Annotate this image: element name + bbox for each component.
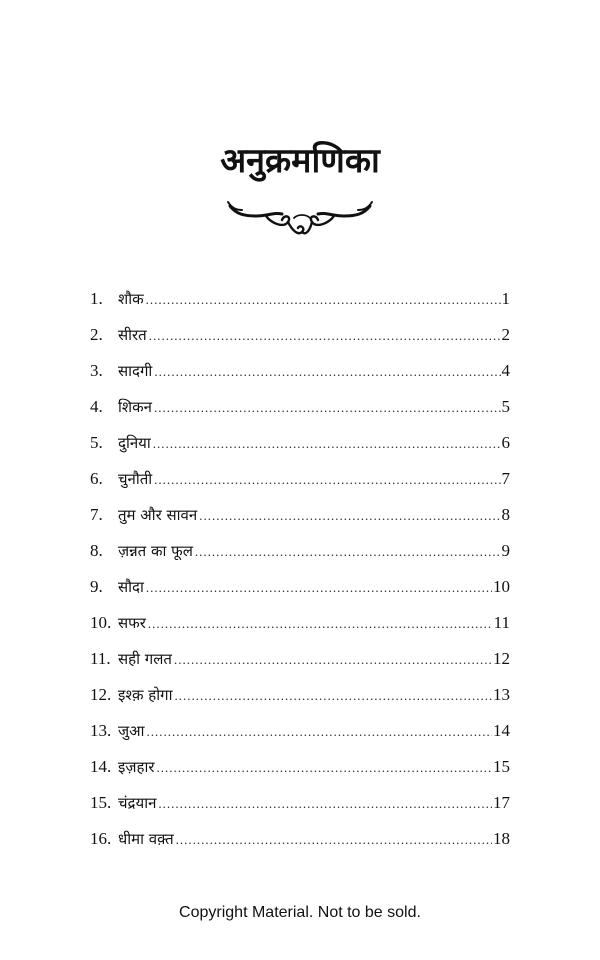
toc-entry[interactable] [90,286,510,322]
toc-entry-number: 5. [90,433,103,452]
toc-entry-title: शिकन [118,398,152,416]
toc-entry-title: चंद्रयान [118,794,157,812]
toc-entry[interactable] [90,538,510,574]
toc-entry-page-number: 5 [501,397,510,416]
toc-entry-title: सफर [118,614,146,632]
toc-entry-page-number: 13 [493,685,510,704]
toc-dot-leader [156,755,492,781]
toc-dot-leader [153,431,501,457]
toc-entry[interactable] [90,574,510,610]
toc-dot-leader [154,467,500,493]
toc-entry-page-number: 15 [493,757,510,776]
toc-dot-leader [146,287,501,313]
toc-entry-title: तुम और सावन [118,506,198,524]
toc-dot-leader [199,503,500,529]
toc-entry-number: 15. [90,793,112,812]
toc-entry-number: 12. [90,685,112,704]
toc-entry-title: सादगी [118,362,153,380]
toc-dot-leader [146,575,492,601]
toc-entry-page-number: 17 [493,793,510,812]
toc-entry-page-number: 10 [493,577,510,596]
toc-dot-leader [154,359,500,385]
toc-entry-page-number: 12 [493,649,510,668]
toc-entry-number: 7. [90,505,103,524]
toc-entry-page-number: 14 [493,721,510,740]
toc-dot-leader [154,395,501,421]
toc-entry[interactable] [90,790,510,826]
toc-entry-number: 1. [90,289,103,308]
toc-entry-title: सौदा [118,578,144,596]
page-title: अनुक्रमणिका [220,141,380,181]
toc-entry-page-number: 6 [501,433,510,452]
toc-entry-title: इश्क़ होगा [118,686,173,704]
toc-entry-page-number: 11 [493,613,510,632]
toc-entry[interactable] [90,682,510,718]
toc-entry-title: जुआ [118,722,145,740]
toc-entry[interactable] [90,610,510,646]
toc-entry-page-number: 18 [493,829,510,848]
toc-entry[interactable] [90,826,510,862]
toc-entry-title: सही गलत [118,650,172,668]
toc-entry-title: सीरत [118,326,147,344]
toc-entry[interactable] [90,718,510,754]
toc-entry[interactable] [90,646,510,682]
toc-entry[interactable] [90,430,510,466]
toc-entry[interactable] [90,394,510,430]
toc-dot-leader [148,611,493,637]
toc-entry-title: शौक [118,290,144,308]
toc-dot-leader [146,719,492,745]
toc-entry-title: दुनिया [118,434,151,452]
toc-entry-number: 3. [90,361,103,380]
toc-entry-number: 10. [90,613,112,632]
table-of-contents [90,286,510,862]
toc-dot-leader [174,683,492,709]
toc-dot-leader [176,827,492,853]
toc-entry[interactable] [90,754,510,790]
toc-entry-title: चुनौती [118,470,153,488]
copyright-notice: Copyright Material. Not to be sold. [179,904,421,921]
toc-entry-number: 4. [90,397,103,416]
toc-entry-title: धीमा वक़्त [118,830,174,848]
toc-dot-leader [174,647,492,673]
toc-entry-number: 16. [90,829,112,848]
toc-entry-number: 6. [90,469,103,488]
toc-entry-number: 8. [90,541,103,560]
toc-entry-page-number: 4 [501,361,510,380]
toc-entry-title: ज़न्नत का फूल [118,542,193,560]
toc-entry[interactable] [90,358,510,394]
toc-entry-number: 13. [90,721,112,740]
toc-dot-leader [149,323,501,349]
toc-entry-number: 2. [90,325,103,344]
toc-entry-page-number: 7 [501,469,510,488]
toc-entry-title: इज़हार [118,758,155,776]
toc-entry-number: 9. [90,577,103,596]
toc-dot-leader [195,539,501,565]
toc-entry[interactable] [90,322,510,358]
toc-entry-page-number: 8 [501,505,510,524]
toc-entry-page-number: 9 [501,541,510,560]
toc-entry-page-number: 2 [501,325,510,344]
toc-entry-page-number: 1 [501,289,510,308]
toc-dot-leader [158,791,492,817]
toc-entry[interactable] [90,502,510,538]
toc-entry[interactable] [90,466,510,502]
toc-entry-number: 14. [90,757,112,776]
toc-entry-number: 11. [90,649,111,668]
ornament-flourish-icon [222,196,378,242]
